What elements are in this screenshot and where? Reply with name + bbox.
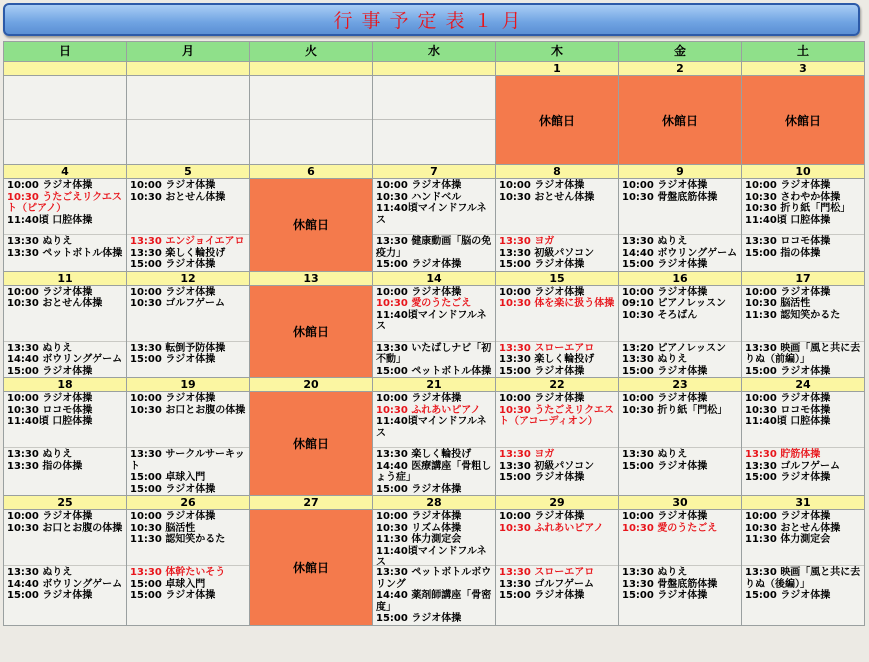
date-cell: 5 (127, 165, 250, 179)
event-item: 10:30 折り紙「門松」 (622, 404, 728, 416)
day-cell (742, 392, 865, 496)
event-item: 10:30 愛のうたごえ (376, 298, 472, 309)
event-item: 13:30 映画「風と共に去りぬ（前編）」 (745, 342, 861, 365)
day-cell (4, 179, 127, 272)
weekday-tue: 火 (250, 42, 373, 62)
date-row (4, 165, 865, 179)
afternoon-schedule (4, 341, 126, 378)
day-cell (496, 285, 619, 378)
morning-schedule (127, 510, 249, 565)
week-body-row (4, 510, 865, 626)
event-item: 10:00 ラジオ体操 (499, 393, 585, 404)
event-item: 10:00 ラジオ体操 (130, 511, 216, 522)
event-item: 11:30 認知笑かるた (745, 309, 841, 321)
date-cell: 20 (250, 378, 373, 392)
event-item: 14:40 ボウリングゲーム (7, 354, 123, 365)
day-cell (742, 510, 865, 626)
event-item: 11:40頃マインドフルネス (376, 416, 487, 439)
event-item: 10:30 ロコモ体操 (7, 404, 93, 416)
morning-schedule (4, 179, 126, 234)
event-item: 15:00 卓球入門 (130, 472, 206, 483)
day-cell (496, 179, 619, 272)
morning-schedule (619, 286, 741, 341)
morning-schedule (619, 392, 741, 447)
event-item: 10:30 うたごえリクエスト（ピアノ） (7, 191, 122, 214)
day-cell (742, 179, 865, 272)
event-item: 13:30 楽しく輪投げ (376, 449, 472, 460)
event-item: 10:00 ラジオ体操 (130, 180, 216, 191)
event-item: 10:30 おとせん体操 (7, 298, 103, 309)
event-item: 14:40 ボウリングゲーム (622, 247, 738, 259)
event-item: 15:00 ラジオ体操 (7, 590, 93, 601)
date-cell: 22 (496, 378, 619, 392)
event-item: 13:30 ロコモ体操 (745, 236, 831, 247)
event-item: 10:30 愛のうたごえ (622, 522, 718, 534)
event-item: 10:00 ラジオ体操 (499, 180, 585, 191)
event-item: 10:30 脳活性 (745, 298, 811, 309)
event-item: 11:40頃 口腔体操 (7, 416, 93, 427)
afternoon-schedule (619, 447, 741, 472)
event-item: 13:30 ぬりえ (622, 567, 688, 578)
weekday-header-row (4, 42, 865, 62)
day-cell (373, 392, 496, 496)
closed-day-cell: 休館日 (250, 285, 373, 378)
event-item: 13:30 ゴルフゲーム (745, 460, 841, 472)
afternoon-schedule (742, 565, 864, 602)
event-item: 13:30 ぬりえ (7, 567, 73, 578)
event-item: 11:40頃マインドフルネス (376, 203, 487, 226)
event-item: 10:30 おとせん体操 (499, 191, 595, 203)
afternoon-schedule (373, 234, 495, 271)
event-item: 10:30 ゴルフゲーム (130, 298, 226, 309)
event-item: 10:00 ラジオ体操 (376, 180, 462, 191)
afternoon-schedule (127, 341, 249, 366)
event-item: 13:30 ペットボトル体操 (7, 247, 123, 259)
date-cell: 16 (619, 271, 742, 285)
event-item: 15:00 ラジオ体操 (745, 365, 831, 377)
date-cell: 3 (742, 62, 865, 76)
date-cell: 18 (4, 378, 127, 392)
event-item: 10:00 ラジオ体操 (622, 393, 708, 404)
date-cell: 19 (127, 378, 250, 392)
week-body-row (4, 285, 865, 378)
afternoon-schedule (742, 234, 864, 259)
morning-schedule (373, 286, 495, 341)
morning-schedule (742, 510, 864, 565)
event-item: 15:00 ラジオ体操 (376, 259, 462, 270)
closed-day-cell: 休館日 (250, 510, 373, 626)
event-item: 14:40 医療講座「骨粗しょう症」 (376, 460, 492, 483)
date-cell: 13 (250, 271, 373, 285)
closed-day-cell: 休館日 (250, 179, 373, 272)
event-item: 15:00 ペットボトル体操 (376, 365, 492, 377)
event-item: 13:30 楽しく輪投げ (130, 247, 226, 259)
date-cell: 31 (742, 496, 865, 510)
morning-schedule (127, 286, 249, 341)
event-item: 13:30 ペットボトルボウリング (376, 567, 492, 590)
event-item: 13:30 転倒予防体操 (130, 342, 226, 354)
event-item: 13:30 サークルサーキット (130, 449, 245, 472)
event-item: 15:00 指の体操 (745, 247, 821, 259)
event-item: 10:00 ラジオ体操 (622, 511, 708, 522)
morning-schedule (496, 286, 618, 341)
morning-schedule (496, 392, 618, 447)
event-item: 10:30 脳活性 (130, 522, 196, 534)
event-item: 13:30 ぬりえ (7, 236, 73, 247)
date-cell: 26 (127, 496, 250, 510)
event-item: 10:30 そろばん (622, 309, 698, 321)
event-item: 13:30 初級パソコン (499, 247, 595, 259)
afternoon-schedule (742, 447, 864, 484)
event-item: 10:00 ラジオ体操 (376, 511, 462, 522)
morning-schedule (127, 179, 249, 234)
event-item: 14:40 ボウリングゲーム (7, 578, 123, 590)
event-item: 11:40頃マインドフルネス (376, 309, 487, 332)
date-cell: 11 (4, 271, 127, 285)
event-item: 13:30 ぬりえ (7, 449, 73, 460)
afternoon-schedule (4, 447, 126, 472)
afternoon-schedule (373, 447, 495, 495)
date-cell (373, 62, 496, 76)
date-cell: 1 (496, 62, 619, 76)
date-cell: 30 (619, 496, 742, 510)
event-item: 10:30 おとせん体操 (130, 191, 226, 203)
date-cell: 21 (373, 378, 496, 392)
date-cell: 15 (496, 271, 619, 285)
afternoon-schedule (619, 565, 741, 602)
date-row (4, 271, 865, 285)
event-item: 15:00 ラジオ体操 (622, 365, 708, 377)
event-item: 13:30 楽しく輪投げ (499, 354, 595, 365)
day-cell (4, 285, 127, 378)
event-item: 13:30 ぬりえ (622, 449, 688, 460)
calendar-table (3, 41, 865, 626)
event-item: 10:00 ラジオ体操 (7, 286, 93, 298)
afternoon-schedule (742, 341, 864, 378)
afternoon-schedule (4, 234, 126, 259)
date-cell: 17 (742, 271, 865, 285)
event-item: 10:00 ラジオ体操 (376, 286, 462, 298)
date-cell (127, 62, 250, 76)
event-item: 15:00 ラジオ体操 (130, 590, 216, 601)
afternoon-schedule (496, 341, 618, 378)
event-item: 15:00 ラジオ体操 (376, 613, 462, 624)
event-item: 10:00 ラジオ体操 (7, 511, 93, 522)
date-cell: 28 (373, 496, 496, 510)
event-item: 10:30 お口とお腹の体操 (7, 522, 123, 534)
afternoon-schedule (127, 447, 249, 495)
empty-day-cell (4, 76, 127, 165)
weekday-sun: 日 (4, 42, 127, 62)
event-item: 15:00 ラジオ体操 (7, 365, 93, 377)
event-item: 11:30 認知笑かるた (130, 534, 226, 545)
event-item: 11:40頃 口腔体操 (745, 214, 831, 226)
event-item: 13:30 エンジョイエアロ (130, 236, 245, 247)
date-cell: 7 (373, 165, 496, 179)
event-item: 10:00 ラジオ体操 (499, 286, 585, 298)
date-cell: 14 (373, 271, 496, 285)
event-item: 13:30 初級パソコン (499, 460, 595, 472)
day-cell (4, 392, 127, 496)
weekday-sat: 土 (742, 42, 865, 62)
day-cell (373, 285, 496, 378)
morning-schedule (4, 510, 126, 565)
event-item: 10:30 折り紙「門松」 (745, 203, 851, 214)
event-item: 13:30 ヨガ (499, 449, 555, 460)
day-cell (4, 510, 127, 626)
event-item: 15:00 ラジオ体操 (130, 354, 216, 365)
event-item: 10:30 リズム体操 (376, 522, 462, 534)
afternoon-schedule (373, 565, 495, 625)
closed-day-cell: 休館日 (250, 392, 373, 496)
empty-day-cell (250, 76, 373, 165)
weekday-thu: 木 (496, 42, 619, 62)
date-cell: 2 (619, 62, 742, 76)
weekday-mon: 月 (127, 42, 250, 62)
event-item: 11:40頃マインドフルネス (376, 545, 487, 568)
event-item: 15:00 ラジオ体操 (745, 472, 831, 483)
day-cell (619, 392, 742, 496)
event-item: 13:30 スローエアロ (499, 342, 595, 354)
date-cell: 4 (4, 165, 127, 179)
event-item: 10:30 うたごえリクエスト（アコーディオン） (499, 404, 614, 427)
event-item: 10:00 ラジオ体操 (622, 180, 708, 191)
event-item: 13:20 ピアノレッスン (622, 342, 727, 354)
afternoon-schedule (373, 341, 495, 378)
event-item: 10:00 ラジオ体操 (7, 180, 93, 191)
date-row-week1 (4, 62, 865, 76)
event-item: 10:00 ラジオ体操 (499, 511, 585, 522)
morning-schedule (127, 392, 249, 447)
page-title: 行事予定表１月 (333, 10, 530, 32)
event-item: 15:00 ラジオ体操 (745, 590, 831, 601)
afternoon-schedule (496, 234, 618, 271)
event-item: 15:00 ラジオ体操 (622, 460, 708, 472)
date-cell: 6 (250, 165, 373, 179)
day-cell (619, 285, 742, 378)
morning-schedule (4, 286, 126, 341)
event-item: 10:30 骨盤底筋体操 (622, 191, 718, 203)
date-cell: 29 (496, 496, 619, 510)
afternoon-schedule (127, 234, 249, 271)
afternoon-schedule (619, 234, 741, 271)
day-cell (127, 285, 250, 378)
event-item: 10:00 ラジオ体操 (745, 286, 831, 298)
event-item: 15:00 ラジオ体操 (130, 483, 216, 495)
event-item: 13:30 指の体操 (7, 460, 83, 472)
afternoon-schedule (496, 447, 618, 484)
afternoon-schedule (4, 565, 126, 602)
date-cell: 27 (250, 496, 373, 510)
event-item: 10:00 ラジオ体操 (745, 393, 831, 404)
day-cell (619, 510, 742, 626)
event-item: 10:30 ふれあいピアノ (499, 522, 604, 534)
event-item: 15:00 ラジオ体操 (499, 472, 585, 483)
day-cell (619, 179, 742, 272)
week-body-row (4, 392, 865, 496)
event-item: 13:30 ぬりえ (7, 342, 73, 354)
event-item: 13:30 映画「風と共に去りぬ（後編）」 (745, 567, 861, 590)
event-item: 13:30 健康動画「脳の免疫力」 (376, 236, 492, 259)
event-item: 10:30 さわやか体操 (745, 191, 841, 203)
date-cell: 25 (4, 496, 127, 510)
closed-day-cell: 休館日 (496, 76, 619, 165)
morning-schedule (742, 179, 864, 234)
date-row (4, 378, 865, 392)
event-item: 10:30 体を楽に扱う体操 (499, 298, 615, 309)
event-item: 13:30 いたばしナビ「初不動」 (376, 342, 492, 365)
morning-schedule (619, 510, 741, 565)
event-item: 10:30 おとせん体操 (745, 522, 841, 534)
day-cell (742, 285, 865, 378)
morning-schedule (742, 286, 864, 341)
event-item: 10:00 ラジオ体操 (130, 393, 216, 404)
event-item: 10:00 ラジオ体操 (376, 393, 462, 404)
morning-schedule (496, 510, 618, 565)
date-cell: 9 (619, 165, 742, 179)
date-cell: 8 (496, 165, 619, 179)
event-item: 10:30 お口とお腹の体操 (130, 404, 246, 416)
morning-schedule (373, 392, 495, 447)
event-item: 11:40頃 口腔体操 (7, 214, 93, 226)
event-item: 10:00 ラジオ体操 (130, 286, 216, 298)
event-item: 15:00 卓球入門 (130, 578, 206, 590)
event-item: 13:30 貯筋体操 (745, 449, 821, 460)
week-body-row (4, 179, 865, 272)
day-cell (496, 510, 619, 626)
event-item: 15:00 ラジオ体操 (499, 590, 585, 601)
empty-day-cell (127, 76, 250, 165)
day-cell (496, 392, 619, 496)
event-item: 13:30 骨盤底筋体操 (622, 578, 718, 590)
event-item: 15:00 ラジオ体操 (499, 365, 585, 377)
day-cell (373, 510, 496, 626)
afternoon-schedule (496, 565, 618, 602)
event-item: 13:30 体幹たいそう (130, 567, 226, 578)
closed-day-cell: 休館日 (742, 76, 865, 165)
event-item: 10:30 ロコモ体操 (745, 404, 831, 416)
date-cell: 12 (127, 271, 250, 285)
event-item: 13:30 ぬりえ (622, 354, 688, 365)
day-cell (373, 179, 496, 272)
event-item: 11:30 体力測定会 (745, 534, 831, 545)
event-item: 10:00 ラジオ体操 (745, 511, 831, 522)
morning-schedule (619, 179, 741, 234)
morning-schedule (742, 392, 864, 447)
event-item: 11:40頃 口腔体操 (745, 416, 831, 427)
event-item: 10:30 ハンドベル (376, 191, 462, 203)
day-cell (127, 392, 250, 496)
weekday-fri: 金 (619, 42, 742, 62)
event-item: 10:00 ラジオ体操 (622, 286, 708, 298)
date-cell: 23 (619, 378, 742, 392)
event-item: 15:00 ラジオ体操 (622, 259, 708, 270)
date-cell: 24 (742, 378, 865, 392)
date-cell: 10 (742, 165, 865, 179)
weekday-wed: 水 (373, 42, 496, 62)
title-banner (3, 3, 860, 36)
event-item: 09:10 ピアノレッスン (622, 298, 727, 309)
afternoon-schedule (619, 341, 741, 378)
event-item: 11:30 体力測定会 (376, 534, 462, 545)
event-item: 15:00 ラジオ体操 (376, 483, 462, 495)
date-cell (4, 62, 127, 76)
event-item: 13:30 ヨガ (499, 236, 555, 247)
empty-day-cell (373, 76, 496, 165)
event-item: 15:00 ラジオ体操 (130, 259, 216, 270)
event-item: 10:00 ラジオ体操 (745, 180, 831, 191)
event-item: 15:00 ラジオ体操 (499, 259, 585, 270)
closed-day-cell: 休館日 (619, 76, 742, 165)
afternoon-schedule (127, 565, 249, 602)
date-cell (250, 62, 373, 76)
morning-schedule (4, 392, 126, 447)
event-item: 13:30 スローエアロ (499, 567, 595, 578)
morning-schedule (373, 179, 495, 234)
event-item: 10:30 ふれあいピアノ (376, 404, 481, 416)
event-item: 14:40 薬剤師講座「骨密度」 (376, 590, 492, 613)
morning-schedule (373, 510, 495, 568)
day-cell (127, 179, 250, 272)
day-cell (127, 510, 250, 626)
event-item: 10:00 ラジオ体操 (7, 393, 93, 404)
morning-schedule (496, 179, 618, 234)
event-item: 15:00 ラジオ体操 (622, 590, 708, 601)
event-item: 13:30 ゴルフゲーム (499, 578, 595, 590)
date-row (4, 496, 865, 510)
week1-body-row (4, 76, 865, 165)
event-item: 13:30 ぬりえ (622, 236, 688, 247)
